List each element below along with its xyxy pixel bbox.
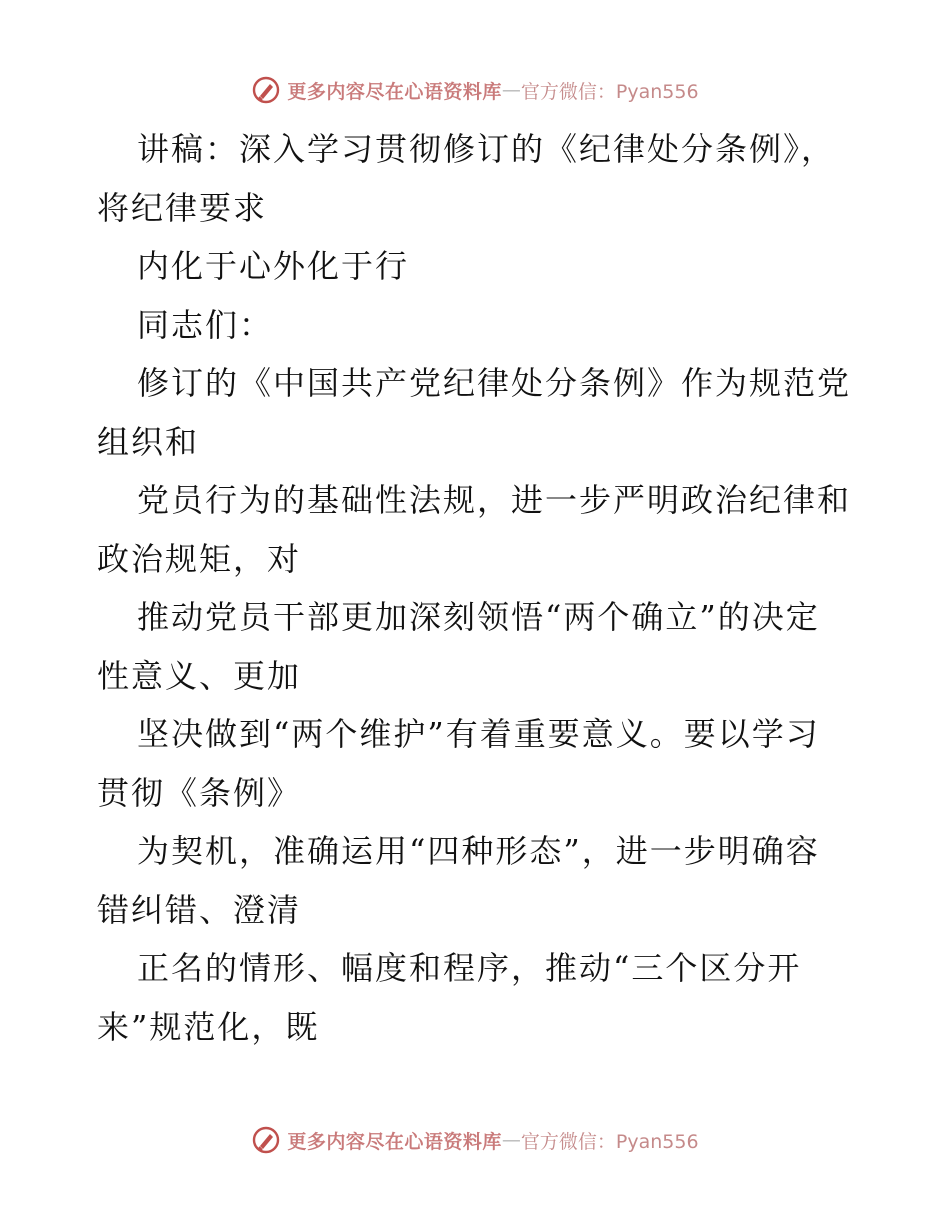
- footer-watermark-banner: [0, 1120, 950, 1160]
- paragraph-line: 组织和: [97, 422, 200, 461]
- paragraph-line: 政治规矩，对: [97, 539, 302, 578]
- paragraph-line: 党员行为的基础性法规，进一步严明政治纪律和: [137, 481, 852, 519]
- banner-wechat: 官方微信：Pyan556: [520, 80, 699, 103]
- pen-logo-icon: [251, 75, 281, 105]
- paragraph-line: 正名的情形、幅度和程序，推动“三个区分开: [137, 949, 802, 987]
- paragraph-line: 性意义、更加: [97, 656, 302, 695]
- title-line-1: 讲稿：深入学习贯彻修订的《纪律处分条例》，: [137, 130, 836, 168]
- paragraph-line: 贯彻《条例》: [97, 773, 302, 812]
- paragraph-line: 为契机，准确运用“四种形态”，进一步明确容: [137, 832, 820, 870]
- paragraph-line: 修订的《中国共产党纪律处分条例》作为规范党: [137, 364, 852, 402]
- header-watermark-banner: [0, 70, 950, 110]
- banner-text: 更多内容尽在心语资料库: [287, 1130, 502, 1153]
- title-line-3: 内化于心外化于行: [137, 247, 410, 285]
- paragraph-line: 来”规范化，既: [97, 1007, 320, 1046]
- banner-text: 更多内容尽在心语资料库: [287, 80, 502, 103]
- banner-separator: —: [501, 1129, 521, 1151]
- paragraph-line: 坚决做到“两个维护”有着重要意义。要以学习: [137, 715, 820, 753]
- title-line-2: 将纪律要求: [97, 188, 268, 227]
- pen-logo-icon: [251, 1125, 281, 1155]
- paragraph-line: 推动党员干部更加深刻领悟“两个确立”的决定: [137, 598, 820, 636]
- document-body: [97, 120, 857, 1056]
- banner-wechat: 官方微信：Pyan556: [520, 1130, 699, 1153]
- paragraph-line: 错纠错、澄清: [97, 890, 302, 929]
- salutation: 同志们：: [137, 305, 274, 344]
- banner-separator: —: [501, 79, 521, 101]
